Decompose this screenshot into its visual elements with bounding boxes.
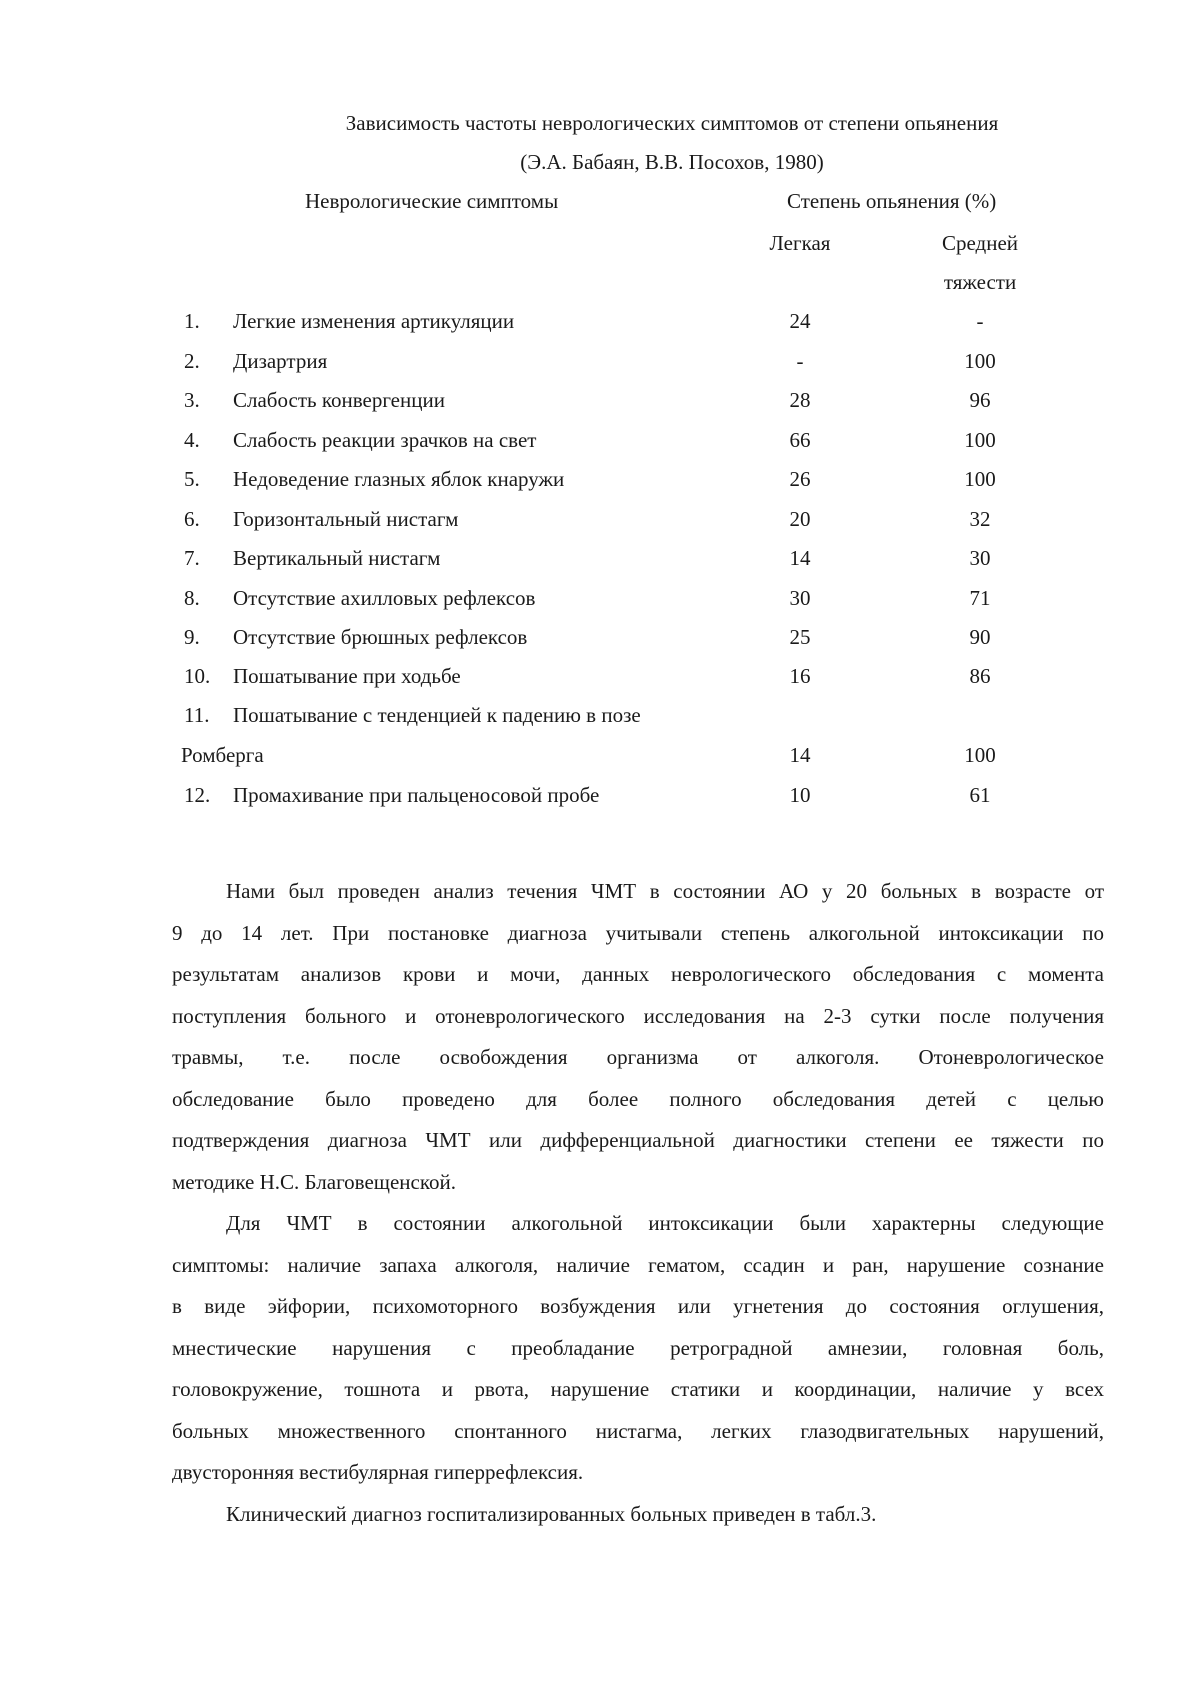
row-light: 16 [789,664,811,688]
row-number: 7. [184,546,200,570]
row-medium: 100 [964,467,996,491]
row-light: 24 [789,309,811,333]
row-medium: 96 [969,388,991,412]
paragraph-line: симптомы: наличие запаха алкоголя, наличие гематом, ссадин и ран, нарушение сознание [172,1252,1104,1277]
row-number: 8. [184,586,200,610]
row-number: 5. [184,467,200,491]
paragraph-2 [172,1203,1104,1494]
row-symptom: Пошатывание с тенденцией к падению в позе [233,703,641,727]
row-symptom: Легкие изменения артикуляции [233,309,515,333]
paragraph-1 [172,871,1104,1203]
row-number: 1. [184,309,200,333]
row-light: 66 [789,428,811,452]
paragraph-line: результатам анализов крови и мочи, данных неврологического обследования с момента [172,962,1104,986]
row-medium: 86 [969,664,991,688]
paragraph-line: двусторонняя вестибулярная гиперрефлексия. [172,1460,584,1484]
row-medium: 90 [969,625,991,649]
paragraph-line: больных множественного спонтанного нистагма, легких глазодвигательных нарушений, [172,1418,1104,1443]
row-number: 3. [184,388,200,412]
row-light: 20 [789,507,811,531]
row-light: 25 [789,625,811,649]
row-number: 10. [184,664,211,688]
row-medium: 100 [964,349,996,373]
table-source: (Э.А. Бабаян, В.В. Посохов, 1980) [520,150,824,174]
row-medium: 32 [969,507,991,531]
row-symptom: Пошатывание при ходьбе [233,664,461,688]
header-medium: Средней [941,231,1019,255]
row-symptom: Слабость реакции зрачков на свет [233,428,537,452]
row-medium: - [976,309,984,333]
row-light: 14 [789,546,811,570]
table-title: Зависимость частоты неврологических симптомов от степени опьянения [345,111,999,135]
row-number: 12. [184,783,211,807]
paragraph-line: мнестические нарушения с преобладание ретроградной амнезии, головная боль, [172,1335,1104,1360]
paragraph-line: обследование было проведено для более полного обследования детей с целью [172,1086,1104,1111]
row-number: 2. [184,349,200,373]
paragraph-3 [172,1494,1104,1536]
row-light: - [796,349,804,373]
header-degree: Степень опьянения (%) [787,189,997,213]
paragraph-line: 9 до 14 лет. При постановке диагноза учитывали степень алкогольной интоксикации по [172,920,1104,945]
row-symptom: Недоведение глазных яблок кнаружи [233,467,565,491]
row-light: 14 [789,743,811,767]
row-light: 28 [789,388,811,412]
header-medium-cont: тяжести [943,270,1017,294]
row-medium: 61 [969,783,991,807]
paragraph-line: методике Н.С. Благовещенской. [172,1169,456,1194]
row-number: 11. [184,703,210,727]
paragraph-line: травмы, т.е. после освобождения организма от алкоголя. Отоневрологическое [172,1045,1104,1069]
paragraph-line: в виде эйфории, психомоторного возбуждения или угнетения до состояния оглушения, [172,1294,1104,1318]
header-symptoms: Неврологические симптомы [305,189,559,213]
header-light: Легкая [769,231,831,255]
row-number: 6. [184,507,200,531]
paragraph-line: головокружение, тошнота и рвота, нарушение статики и координации, наличие у всех [172,1377,1104,1401]
row-symptom: Отсутствие ахилловых рефлексов [233,586,536,610]
row-symptom: Горизонтальный нистагм [233,507,459,531]
row-symptom-cont: Ромберга [181,743,264,767]
row-light: 30 [789,586,811,610]
row-light: 10 [789,783,811,807]
row-number: 9. [184,625,200,649]
row-medium: 100 [964,428,996,452]
row-number: 4. [184,428,200,452]
row-symptom: Промахивание при пальценосовой пробе [233,783,600,807]
paragraph-line: поступления больного и отоневрологического исследования на 2-3 сутки после получения [172,1003,1104,1028]
row-light: 26 [789,467,811,491]
paragraph-line: Для ЧМТ в состоянии алкогольной интоксикации были характерны следующие [226,1211,1104,1235]
row-symptom: Отсутствие брюшных рефлексов [233,625,528,649]
row-symptom: Дизартрия [233,349,328,373]
row-medium: 71 [969,586,991,610]
row-medium: 30 [969,546,991,570]
paragraph-line: Нами был проведен анализ течения ЧМТ в состоянии АО у 20 больных в возрасте от [226,879,1104,903]
row-medium: 100 [964,743,996,767]
row-symptom: Слабость конвергенции [233,388,445,412]
paragraph-line: подтверждения диагноза ЧМТ или дифференциальной диагностики степени ее тяжести по [172,1128,1104,1152]
row-symptom: Вертикальный нистагм [233,546,441,570]
paragraph-line: Клинический диагноз госпитализированных больных приведен в табл.3. [226,1502,877,1526]
